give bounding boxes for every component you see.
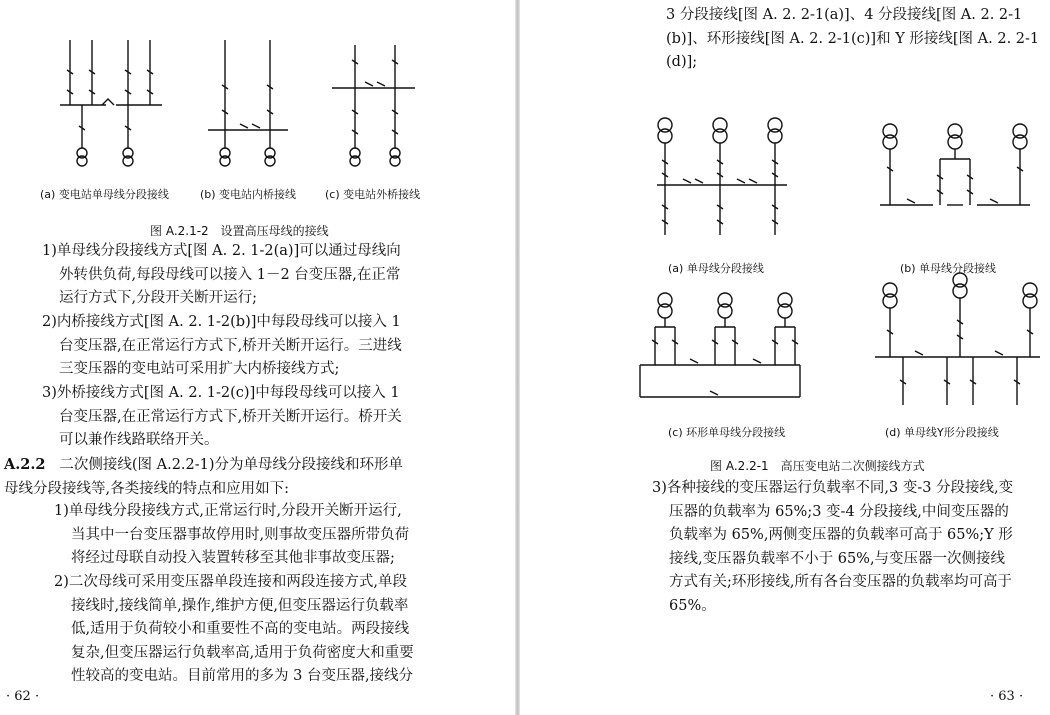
text-line: 1)单母线分段接线方式,正常运行时,分段开关断开运行, (54, 503, 402, 519)
text-line: 2)内桥接线方式[图 A. 2. 1-2(b)]中每段母线可以接入 1 (42, 314, 401, 330)
text-line: 2)二次母线可采用变压器单段连接和两段连接方式,单段 (54, 574, 407, 590)
text-line: 当其中一台变压器事故停用时,则事故变压器所带负荷 (71, 526, 410, 543)
text-line: 低,适用于负荷较小和重要性不高的变电站。两段接线 (71, 621, 410, 638)
subcaption-b: (b) 单母线分段接线 (900, 262, 997, 275)
paragraph-item-3 (42, 382, 402, 453)
text-line: (b)]、环形接线[图 A. 2. 2-1(c)]和 Y 形接线[图 A. 2. 2-1 (666, 30, 1040, 47)
page-number-62: · 62 · (6, 689, 40, 704)
figure-caption-a-2-1-2: 图 A.2.1-2 设置高压母线的接线 (150, 224, 329, 238)
left-page (0, 0, 515, 715)
subcaption-c: (c) 变电站外桥接线 (325, 188, 421, 201)
text-line: 65%。 (669, 597, 716, 614)
subcaption-c: (c) 环形单母线分段接线 (668, 426, 786, 439)
section-a-2-2 (4, 453, 403, 501)
text-line: 1)单母线分段接线方式[图 A. 2. 1-2(a)]可以通过母线向 (42, 243, 401, 259)
text-line: 复杂,但变压器运行负载率高,适用于负荷密度大和重要 (71, 644, 414, 661)
text-line: 外转供负荷,每段母线可以接入 1－2 台变压器,在正常 (59, 266, 401, 283)
subcaption-a: (a) 变电站单母线分段接线 (40, 188, 169, 201)
paragraph-item-3 (652, 477, 1013, 619)
page-number-63: · 63 · (990, 689, 1024, 704)
text-line: 3)外桥接线方式[图 A. 2. 1-2(c)]中每段母线可以接入 1 (42, 385, 400, 401)
text-line: 方式有关;环形接线,所有各台变压器的负载率均可高于 (669, 574, 1012, 591)
subcaption-b: (b) 变电站内桥接线 (200, 188, 297, 201)
text-line: 性较高的变电站。目前常用的多为 3 台变压器,接线分 (71, 668, 414, 685)
text-line: 运行方式下,分段开关断开运行; (59, 290, 257, 307)
text-line: 可以兼作线路联络开关。 (59, 432, 219, 449)
text-line: 三变压器的变电站可采用扩大内桥接线方式; (59, 361, 340, 378)
text-line: 母线分段接线等,各类接线的特点和应用如下: (4, 480, 289, 497)
figure-caption-a-2-2-1: 图 A.2.2-1 高压变电站二次侧接线方式 (710, 459, 925, 473)
text-line: 接线,变压器负载率不小于 65%,与变压器一次侧接线 (669, 550, 1006, 567)
text-line: 接线时,接线简单,操作,维护方便,但变压器运行负载率 (71, 597, 409, 614)
text-line: 台变压器,在正常运行方式下,桥开关断开运行。三进线 (59, 337, 402, 354)
text-line: 台变压器,在正常运行方式下,桥开关断开运行。桥开关 (59, 408, 402, 425)
text-line: 压器的负载率为 65%;3 变-4 分段接线,中间变压器的 (669, 503, 1009, 520)
paragraph-sub-item-2 (54, 571, 414, 689)
right-page (520, 0, 1050, 715)
subcaption-d: (d) 单母线Y形分段接线 (885, 426, 999, 439)
text-line: 3)各种接线的变压器运行负载率不同,3 变-3 分段接线,变 (652, 480, 1014, 496)
paragraph-intro (666, 4, 1039, 75)
section-number: A.2.2 (4, 456, 46, 473)
text-line: 二次侧接线(图 A.2.2-1)分为单母线分段接线和环形单 (59, 457, 404, 473)
figure-a-2-1-2-diagram (40, 30, 440, 180)
subcaption-a: (a) 单母线分段接线 (668, 262, 764, 275)
text-line: 负载率为 65%,两侧变压器的负载率可高于 65%;Y 形 (669, 527, 1013, 544)
text-line: (d)]; (666, 54, 698, 71)
paragraph-item-2 (42, 311, 402, 382)
text-line: 3 分段接线[图 A. 2. 2-1(a)]、4 分段接线[图 A. 2. 2-1 (666, 7, 1023, 23)
text-line: 将经过母联自动投入装置转移至其他非事故变压器; (71, 550, 395, 567)
paragraph-sub-item-1 (54, 500, 409, 571)
paragraph-item-1 (42, 240, 401, 311)
